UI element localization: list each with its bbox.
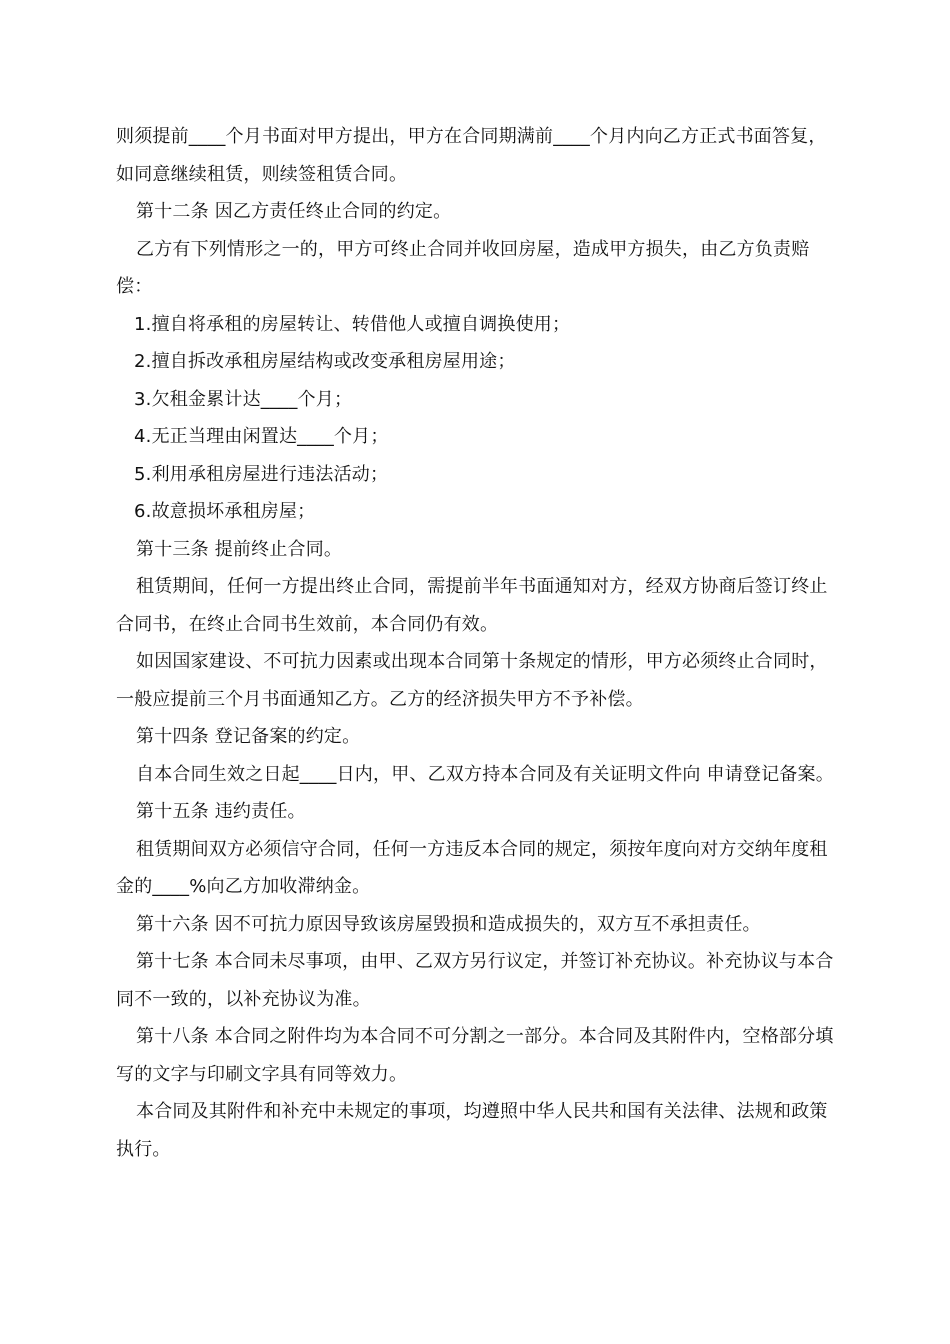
article-18: 第十八条 本合同之附件均为本合同不可分割之一部分。本合同及其附件内，空格部分填写的文字与印刷文字具有同等效力。 <box>116 1026 834 1085</box>
paragraph-force-majeure-termination: 如因国家建设、不可抗力因素或出现本合同第十条规定的情形，甲方必须终止合同时，一般应提前三个月书面通知乙方。乙方的经济损失甲方不予补偿。 <box>116 651 828 710</box>
paragraph-registration: 自本合同生效之日起____日内，甲、乙双方持本合同及有关证明文件向 申请登记备案。 <box>136 763 834 785</box>
list-item-2: 2.擅自拆改承租房屋结构或改变承租房屋用途； <box>134 351 516 372</box>
paragraph-governing-law: 本合同及其附件和补充中未规定的事项，均遵照中华人民共和国有关法律、法规和政策执行。 <box>116 1101 828 1160</box>
article-17: 第十七条 本合同未尽事项，由甲、乙双方另行议定，并签订补充协议。补充协议与本合同不一致的，以补充协议为准。 <box>116 951 834 1010</box>
paragraph-early-termination-notice: 租赁期间，任何一方提出终止合同，需提前半年书面通知对方，经双方协商后签订终止合同书，在终止合同书生效前，本合同仍有效。 <box>116 576 828 635</box>
paragraph-termination-conditions: 乙方有下列情形之一的，甲方可终止合同并收回房屋，造成甲方损失，由乙方负责赔偿： <box>116 238 810 297</box>
article-13-heading: 第十三条 提前终止合同。 <box>136 538 343 560</box>
paragraph-breach-liability: 租赁期间双方必须信守合同，任何一方违反本合同的规定，须按年度向对方交纳年度租金的____%向乙方加收滞纳金。 <box>116 838 828 897</box>
list-item-5: 5.利用承租房屋进行违法活动； <box>134 463 389 485</box>
article-14-heading: 第十四条 登记备案的约定。 <box>136 726 361 747</box>
paragraph-renewal-continuation: 则须提前____个月书面对甲方提出，甲方在合同期满前____个月内向乙方正式书面答复，如同意继续租赁，则续签租赁合同。 <box>116 126 827 185</box>
list-item-6: 6.故意损坏承租房屋； <box>134 501 316 522</box>
list-item-4: 4.无正当理由闲置达____个月； <box>134 426 389 447</box>
contract-body <box>116 118 836 1168</box>
list-item-3: 3.欠租金累计达____个月； <box>134 388 353 410</box>
article-12-heading: 第十二条 因乙方责任终止合同的约定。 <box>136 201 452 222</box>
list-item-1: 1.擅自将承租的房屋转让、转借他人或擅自调换使用； <box>134 313 571 335</box>
article-15-heading: 第十五条 违约责任。 <box>136 801 306 822</box>
article-16: 第十六条 因不可抗力原因导致该房屋毁损和造成损失的，双方互不承担责任。 <box>136 913 761 935</box>
